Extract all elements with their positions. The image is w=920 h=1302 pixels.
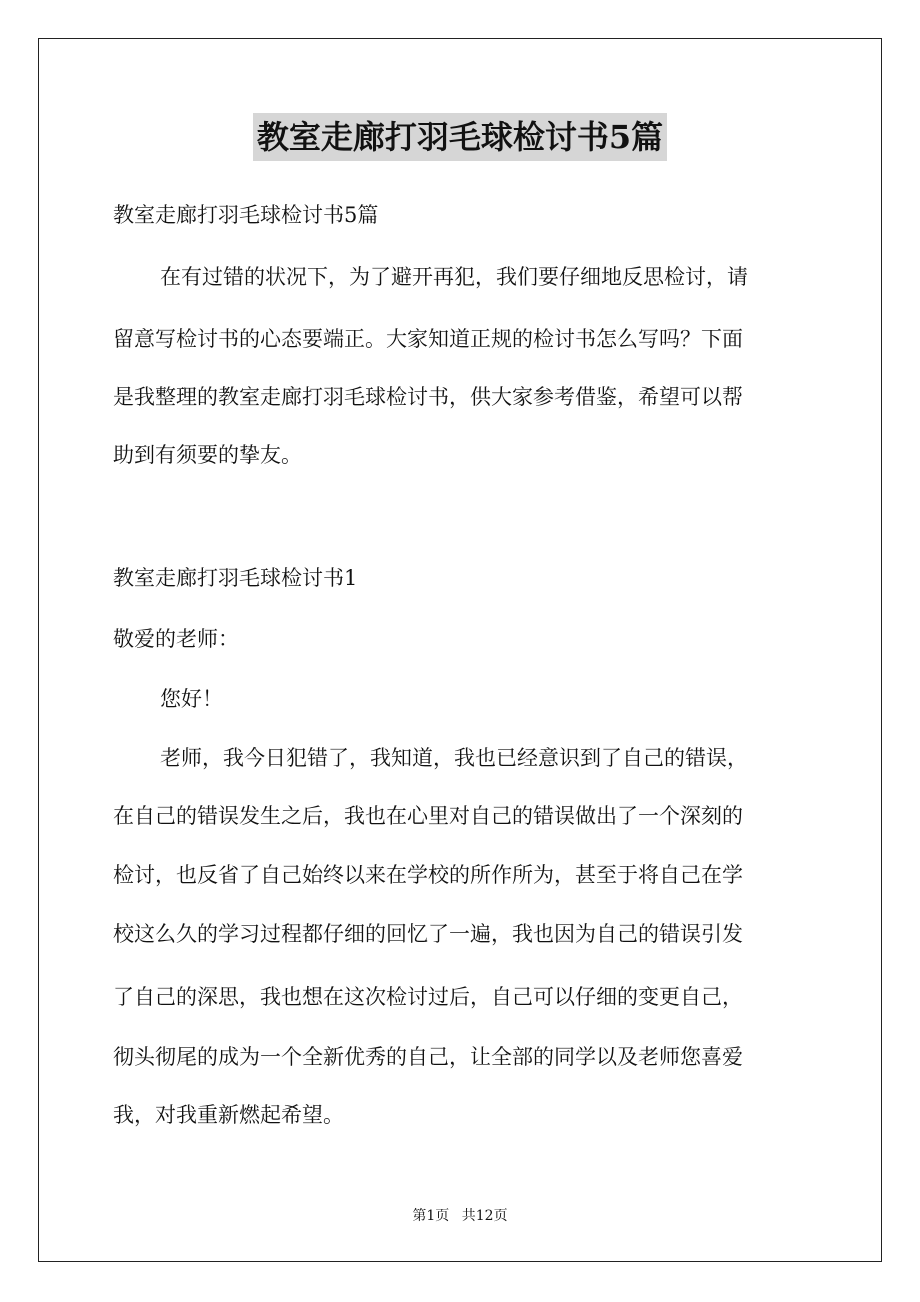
subtitle: 教室走廊打羽毛球检讨书5篇 [113,203,379,227]
greeting: 您好！ [160,687,223,711]
body-line: 校这么久的学习过程都仔细的回忆了一遍，我也因为自己的错误引发 [113,922,743,946]
body-line: 在自己的错误发生之后，我也在心里对自己的错误做出了一个深刻的 [113,804,743,828]
salutation: 敬爱的老师： [113,627,239,651]
document-title: 教室走廊打羽毛球检讨书5篇 [253,113,667,161]
body-line: 老师，我今日犯错了，我知道，我也已经意识到了自己的错误， [160,746,748,770]
body-line: 了自己的深思，我也想在这次检讨过后，自己可以仔细的变更自己， [113,985,743,1009]
title-wrap [0,113,920,161]
section-heading: 教室走廊打羽毛球检讨书1 [113,566,358,590]
body-line: 彻头彻尾的成为一个全新优秀的自己，让全部的同学以及老师您喜爱 [113,1045,743,1069]
body-line: 检讨，也反省了自己始终以来在学校的所作所为，甚至于将自己在学 [113,863,743,887]
intro-line: 是我整理的教室走廊打羽毛球检讨书，供大家参考借鉴，希望可以帮 [113,385,743,409]
body-line: 我，对我重新燃起希望。 [113,1103,344,1127]
intro-line: 留意写检讨书的心态要端正。大家知道正规的检讨书怎么写吗？下面 [113,327,743,351]
page-total: 共12页 [461,1208,508,1224]
intro-line: 助到有须要的挚友。 [113,443,302,467]
page-number: 第1页 [412,1208,450,1224]
intro-line: 在有过错的状况下，为了避开再犯，我们要仔细地反思检讨，请 [160,265,748,289]
page-footer [0,1206,920,1226]
